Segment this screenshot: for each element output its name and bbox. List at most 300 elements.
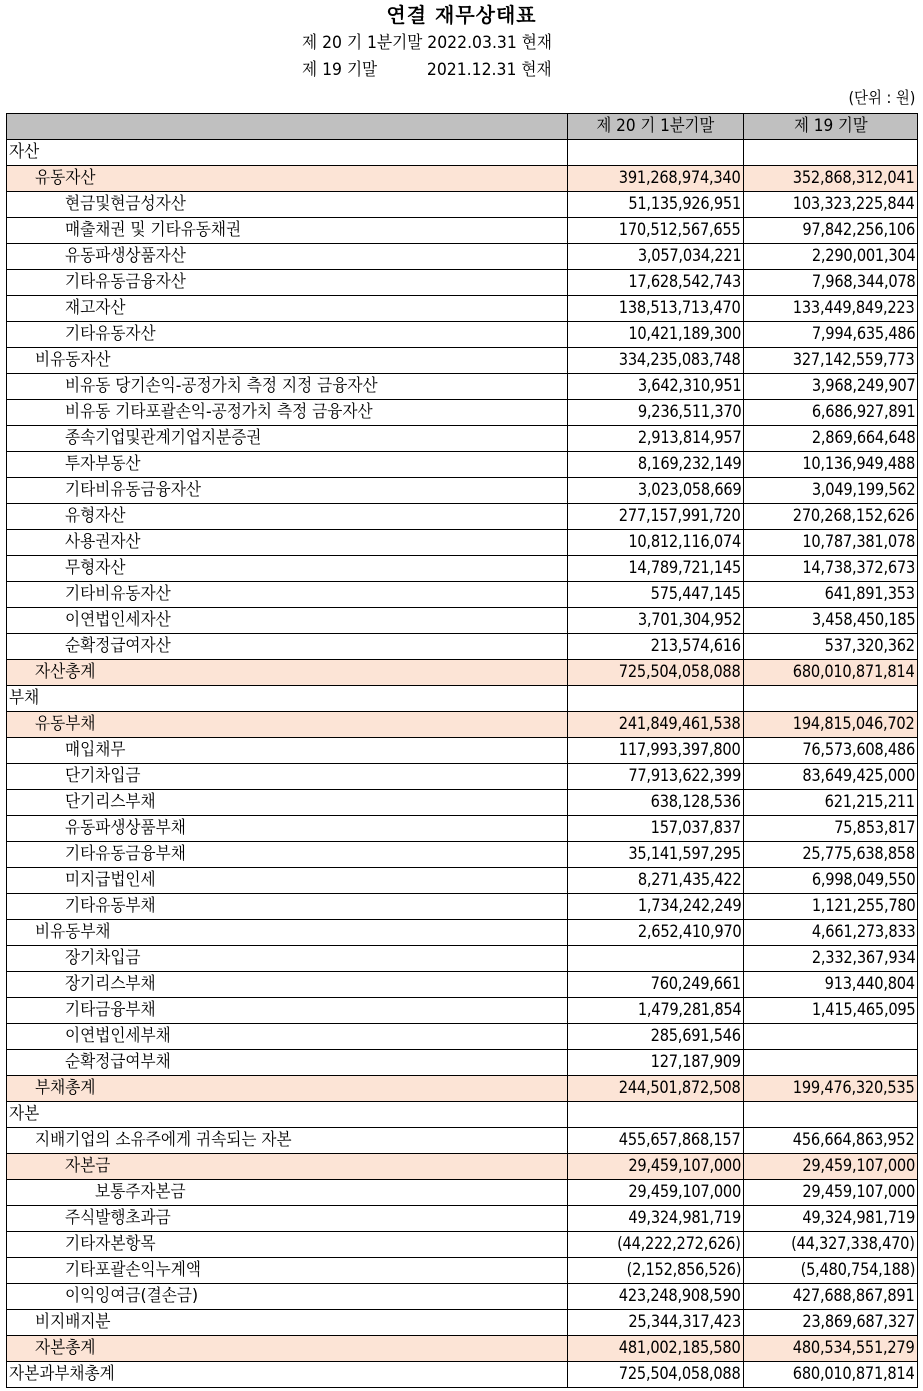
account-label: 유동파생상품부채 [65,818,186,838]
account-label-cell [7,374,568,400]
prior-period-value: 641,891,353 [824,584,915,604]
prior-period-value: 6,686,927,891 [811,402,915,422]
account-label-cell [7,1258,568,1284]
current-period-value: 638,128,536 [650,792,741,812]
current-period-value-cell [568,1154,744,1180]
table-row [7,140,918,166]
table-row [7,556,918,582]
account-label: 유동부채 [35,714,96,734]
table-row [7,1310,918,1336]
table-row [7,634,918,660]
header-account [7,114,568,140]
account-label-cell [7,140,568,166]
prior-period-value: 1,415,465,095 [811,1000,915,1020]
prior-period-value-cell [744,1050,918,1076]
current-period-value: 25,344,317,423 [628,1312,741,1332]
account-label-cell [7,1128,568,1154]
current-period-value: 29,459,107,000 [628,1156,741,1176]
prior-period-value-cell [744,1258,918,1284]
table-row [7,348,918,374]
header-prior-period: 제 19 기말 [744,114,918,140]
unit-label: (단위 : 원) [848,88,915,107]
current-period-value: 2,652,410,970 [637,922,741,942]
current-period-value: 127,187,909 [650,1052,741,1072]
current-period-value: 35,141,597,295 [628,844,741,864]
current-period-value-cell [568,1024,744,1050]
current-period-value-cell [568,1206,744,1232]
prior-period-value-cell [744,1232,918,1258]
current-period-value-cell [568,426,744,452]
table-row [7,712,918,738]
account-label: 유동파생상품자산 [65,246,186,266]
prior-period-value: 427,688,867,891 [793,1286,915,1306]
current-period-value-cell [568,322,744,348]
prior-period-value-cell [744,920,918,946]
current-period-value-cell [568,1180,744,1206]
prior-period-value: 10,787,381,078 [802,532,915,552]
current-period-value-cell [568,1076,744,1102]
table-row [7,608,918,634]
table-row [7,1076,918,1102]
account-label-cell [7,946,568,972]
current-period-value-cell [568,1258,744,1284]
prior-period-value: 49,324,981,719 [802,1208,915,1228]
account-label-cell [7,790,568,816]
current-period-value: 455,657,868,157 [619,1130,741,1150]
table-row [7,504,918,530]
prior-period-value: 1,121,255,780 [811,896,915,916]
prior-period-value: 25,775,638,858 [802,844,915,864]
current-period-value-cell [568,348,744,374]
prior-period-value-cell [744,426,918,452]
account-label-cell [7,478,568,504]
prior-period-value: 537,320,362 [824,636,915,656]
account-label-cell [7,842,568,868]
table-row [7,192,918,218]
table-row [7,1206,918,1232]
account-label: 기타유동금융부채 [65,844,186,864]
period-prior: 제 19 기말 2021.12.31 현재 [302,60,552,80]
table-row [7,738,918,764]
prior-period-value: (5,480,754,188) [800,1260,915,1280]
account-label: 이익잉여금(결손금) [65,1286,199,1306]
prior-period-value-cell [744,296,918,322]
statement-title: 연결 재무상태표 [386,3,537,27]
current-period-value-cell [568,244,744,270]
current-period-value: 760,249,661 [650,974,741,994]
table-row [7,1284,918,1310]
current-period-value: 481,002,185,580 [619,1338,741,1358]
prior-period-value: 6,998,049,550 [811,870,915,890]
prior-period-value-cell [744,1310,918,1336]
current-period-value: 170,512,567,655 [619,220,741,240]
prior-period-value-cell [744,686,918,712]
prior-period-value-cell [744,738,918,764]
account-label: 자산총계 [35,662,96,682]
current-period-value: 17,628,542,743 [628,272,741,292]
current-period-value: 241,849,461,538 [619,714,741,734]
current-period-value: 8,271,435,422 [637,870,741,890]
prior-period-value-cell [744,608,918,634]
table-row [7,1362,918,1388]
account-label-cell [7,660,568,686]
table-row [7,842,918,868]
current-period-value-cell [568,1284,744,1310]
current-period-value-cell [568,504,744,530]
current-period-value-cell [568,946,744,972]
prior-period-value-cell [744,712,918,738]
current-period-value-cell [568,374,744,400]
account-label-cell [7,712,568,738]
account-label: 비유동자산 [35,350,111,370]
prior-period-value-cell [744,972,918,998]
account-label-cell [7,1024,568,1050]
prior-period-value-cell [744,842,918,868]
current-period-value: 575,447,145 [650,584,741,604]
prior-period-value: 103,323,225,844 [793,194,915,214]
prior-period-value-cell [744,1206,918,1232]
account-label-cell [7,1362,568,1388]
table-row [7,1336,918,1362]
prior-period-value: 2,869,664,648 [811,428,915,448]
account-label: 부채 [9,688,40,708]
account-label-cell [7,608,568,634]
current-period-value-cell [568,192,744,218]
current-period-value: 725,504,058,088 [619,662,741,682]
prior-period-value-cell [744,634,918,660]
table-row [7,1180,918,1206]
current-period-value: 3,701,304,952 [637,610,741,630]
prior-period-value: 3,968,249,907 [811,376,915,396]
prior-period-value-cell [744,218,918,244]
current-period-value-cell [568,712,744,738]
current-period-value-cell [568,634,744,660]
prior-period-value-cell [744,582,918,608]
prior-period-value-cell [744,660,918,686]
current-period-value: 277,157,991,720 [619,506,741,526]
account-label-cell [7,1102,568,1128]
current-period-value-cell [568,686,744,712]
current-period-value-cell [568,894,744,920]
prior-period-value-cell [744,816,918,842]
account-label-cell [7,764,568,790]
account-label: 기타유동금융자산 [65,272,186,292]
current-period-value: 3,057,034,221 [637,246,741,266]
account-label: 장기차입금 [65,948,141,968]
account-label: 기타유동자산 [65,324,156,344]
current-period-value: 423,248,908,590 [619,1286,741,1306]
account-label: 유동자산 [35,168,96,188]
prior-period-value-cell [744,1180,918,1206]
account-label-cell [7,504,568,530]
prior-period-value: 75,853,817 [833,818,915,838]
prior-period-value-cell [744,764,918,790]
prior-period-value: 621,215,211 [824,792,915,812]
table-row [7,1128,918,1154]
current-period-value: 10,812,116,074 [628,532,741,552]
account-label: 매입채무 [65,740,126,760]
account-label: 매출채권 및 기타유동채권 [65,220,242,240]
account-label: 비유동 기타포괄손익-공정가치 측정 금융자산 [65,402,373,422]
account-label: 장기리스부채 [65,974,156,994]
account-label-cell [7,192,568,218]
account-label-cell [7,582,568,608]
prior-period-value: 3,049,199,562 [811,480,915,500]
account-label: 자본금 [65,1156,111,1176]
account-label-cell [7,920,568,946]
current-period-value: 9,236,511,370 [637,402,741,422]
table-row [7,660,918,686]
prior-period-value-cell [744,1154,918,1180]
account-label-cell [7,218,568,244]
table-row [7,400,918,426]
prior-period-value-cell [744,348,918,374]
current-period-value: 138,513,713,470 [619,298,741,318]
current-period-value-cell [568,478,744,504]
current-period-value-cell [568,816,744,842]
table-row [7,790,918,816]
current-period-value-cell [568,296,744,322]
prior-period-value: 2,332,367,934 [811,948,915,968]
prior-period-value-cell [744,244,918,270]
prior-period-value-cell [744,1128,918,1154]
account-label-cell [7,686,568,712]
account-label: 기타자본항목 [65,1234,156,1254]
prior-period-value: 76,573,608,486 [802,740,915,760]
current-period-value-cell [568,790,744,816]
account-label-cell [7,452,568,478]
table-row [7,946,918,972]
account-label: 이연법인세부채 [65,1026,171,1046]
account-label-cell [7,322,568,348]
table-row [7,894,918,920]
current-period-value: 1,734,242,249 [637,896,741,916]
account-label-cell [7,556,568,582]
current-period-value-cell [568,452,744,478]
prior-period-value-cell [744,556,918,582]
prior-period-value-cell [744,192,918,218]
table-row [7,972,918,998]
account-label-cell [7,400,568,426]
prior-period-value: 7,968,344,078 [811,272,915,292]
current-period-value-cell [568,270,744,296]
account-label: 기타유동부채 [65,896,156,916]
prior-period-value-cell [744,894,918,920]
current-period-value: 3,642,310,951 [637,376,741,396]
period-current: 제 20 기 1분기말 2022.03.31 현재 [302,33,553,53]
account-label: 순확정급여부채 [65,1052,171,1072]
account-label-cell [7,1076,568,1102]
table-row [7,166,918,192]
current-period-value-cell [568,1336,744,1362]
current-period-value-cell [568,920,744,946]
account-label: 단기리스부채 [65,792,156,812]
account-label-cell [7,270,568,296]
current-period-value: 2,913,814,957 [637,428,741,448]
current-period-value: 1,479,281,854 [637,1000,741,1020]
account-label-cell [7,244,568,270]
table-row [7,764,918,790]
account-label: 유형자산 [65,506,126,526]
table-row [7,296,918,322]
current-period-value: 14,789,721,145 [628,558,741,578]
table-row [7,1024,918,1050]
current-period-value-cell [568,1310,744,1336]
prior-period-value: 10,136,949,488 [802,454,915,474]
account-label-cell [7,1310,568,1336]
current-period-value: 244,501,872,508 [619,1078,741,1098]
prior-period-value-cell [744,1284,918,1310]
prior-period-value: 2,290,001,304 [811,246,915,266]
prior-period-value-cell [744,1362,918,1388]
account-label-cell [7,426,568,452]
account-label: 보통주자본금 [95,1182,186,1202]
current-period-value-cell [568,972,744,998]
table-row [7,1232,918,1258]
account-label-cell [7,972,568,998]
account-label-cell [7,1284,568,1310]
account-label-cell [7,868,568,894]
prior-period-value-cell [744,1102,918,1128]
current-period-value: 117,993,397,800 [619,740,741,760]
prior-period-value: 4,661,273,833 [811,922,915,942]
current-period-value: 725,504,058,088 [619,1364,741,1384]
current-period-value: 77,913,622,399 [628,766,741,786]
prior-period-value: 133,449,849,223 [793,298,915,318]
current-period-value: (2,152,856,526) [626,1260,741,1280]
current-period-value-cell [568,530,744,556]
prior-period-value: 480,534,551,279 [793,1338,915,1358]
current-period-value-cell [568,1102,744,1128]
prior-period-value: 327,142,559,773 [793,350,915,370]
account-label-cell [7,1180,568,1206]
account-label: 무형자산 [65,558,126,578]
prior-period-value-cell [744,374,918,400]
current-period-value-cell [568,400,744,426]
prior-period-value-cell [744,452,918,478]
table-row [7,478,918,504]
prior-period-value: 352,868,312,041 [793,168,915,188]
prior-period-value: 14,738,372,673 [802,558,915,578]
current-period-value: 49,324,981,719 [628,1208,741,1228]
current-period-value: 157,037,837 [650,818,741,838]
table-row [7,270,918,296]
table-row [7,452,918,478]
current-period-value-cell [568,738,744,764]
account-label: 비유동부채 [35,922,111,942]
current-period-value-cell [568,842,744,868]
account-label: 지배기업의 소유주에게 귀속되는 자본 [35,1130,292,1150]
prior-period-value-cell [744,868,918,894]
table-row [7,686,918,712]
current-period-value-cell [568,1362,744,1388]
current-period-value-cell [568,608,744,634]
account-label: 기타비유동금융자산 [65,480,201,500]
table-header-row [7,114,918,140]
current-period-value: 334,235,083,748 [619,350,741,370]
prior-period-value-cell [744,1336,918,1362]
current-period-value: 213,574,616 [650,636,741,656]
account-label-cell [7,1336,568,1362]
current-period-value: 285,691,546 [650,1026,741,1046]
table-row [7,1050,918,1076]
header-current-period: 제 20 기 1분기말 [568,114,744,140]
account-label: 자본 [9,1104,40,1124]
current-period-value-cell [568,556,744,582]
current-period-value-cell [568,582,744,608]
prior-period-value: 270,268,152,626 [793,506,915,526]
current-period-value-cell [568,140,744,166]
current-period-value-cell [568,998,744,1024]
account-label: 자산 [9,142,40,162]
prior-period-value: 3,458,450,185 [811,610,915,630]
prior-period-value-cell [744,400,918,426]
account-label: 사용권자산 [65,532,141,552]
account-label-cell [7,530,568,556]
table-row [7,998,918,1024]
account-label: 투자부동산 [65,454,141,474]
account-label: 미지급법인세 [65,870,156,890]
account-label-cell [7,998,568,1024]
account-label: 주식발행초과금 [65,1208,171,1228]
account-label-cell [7,1206,568,1232]
prior-period-value-cell [744,504,918,530]
account-label-cell [7,634,568,660]
current-period-value-cell [568,1232,744,1258]
current-period-value: (44,222,272,626) [617,1234,741,1254]
prior-period-value-cell [744,166,918,192]
prior-period-value: 913,440,804 [824,974,915,994]
prior-period-value: 680,010,871,814 [793,1364,915,1384]
prior-period-value: 199,476,320,535 [793,1078,915,1098]
account-label: 이연법인세자산 [65,610,171,630]
current-period-value: 8,169,232,149 [637,454,741,474]
account-label-cell [7,816,568,842]
current-period-value-cell [568,764,744,790]
prior-period-value-cell [744,1076,918,1102]
prior-period-value: 83,649,425,000 [802,766,915,786]
account-label: 비지배지분 [35,1312,111,1332]
current-period-value: 391,268,974,340 [619,168,741,188]
account-label: 기타금융부채 [65,1000,156,1020]
account-label: 순확정급여자산 [65,636,171,656]
prior-period-value-cell [744,946,918,972]
current-period-value: 51,135,926,951 [628,194,741,214]
prior-period-value: 680,010,871,814 [793,662,915,682]
current-period-value-cell [568,218,744,244]
table-row [7,868,918,894]
account-label-cell [7,166,568,192]
account-label-cell [7,1232,568,1258]
prior-period-value-cell [744,270,918,296]
prior-period-value: 97,842,256,106 [802,220,915,240]
current-period-value: 10,421,189,300 [628,324,741,344]
current-period-value-cell [568,868,744,894]
table-row [7,1258,918,1284]
current-period-value-cell [568,1128,744,1154]
account-label: 기타포괄손익누계액 [65,1260,201,1280]
account-label-cell [7,348,568,374]
prior-period-value-cell [744,140,918,166]
current-period-value: 3,023,058,669 [637,480,741,500]
prior-period-value-cell [744,530,918,556]
account-label: 부채총계 [35,1078,96,1098]
account-label: 단기차입금 [65,766,141,786]
table-row [7,920,918,946]
account-label-cell [7,894,568,920]
account-label: 종속기업및관계기업지분증권 [65,428,262,448]
prior-period-value-cell [744,478,918,504]
